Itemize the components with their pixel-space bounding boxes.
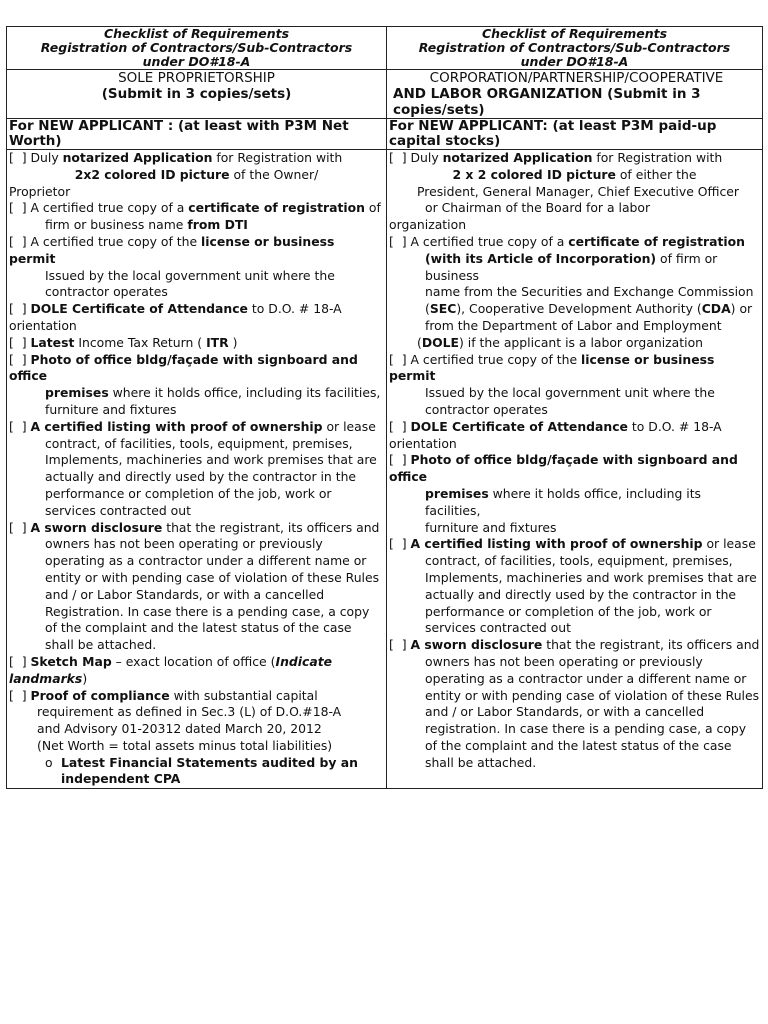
left-requirement-line: [ ] A sworn disclosure that the registrant, its officers and: [9, 519, 380, 535]
left-requirement-line: [ ] Proof of compliance with substantial capital: [9, 687, 318, 703]
left-requirements: [7, 150, 387, 789]
right-requirement-line: [ ] DOLE Certificate of Attendance to D.O. # 18-A orientation: [389, 418, 722, 451]
right-requirement-line: owners has not been operating or previously: [425, 653, 703, 669]
right-header-line: Checklist of Requirements: [481, 26, 668, 41]
right-requirement-line: furniture and fixtures: [425, 519, 557, 535]
right-requirement-line: premises where it holds office, including its facilities,: [425, 485, 702, 518]
right-requirement-list: [389, 150, 760, 771]
left-requirement-line: owners has not been operating or previously: [45, 536, 323, 552]
left-requirement-list: [9, 150, 384, 788]
right-requirement-line: Implements, machineries and work premises that are: [425, 569, 757, 585]
right-requirement-line: operating as a contractor under a different name or: [425, 670, 747, 686]
right-requirement-line: of the complaint and the latest status of the case: [425, 737, 732, 753]
right-requirement-line: services contracted out: [425, 620, 571, 636]
left-header-line: under DO#18-A: [142, 54, 251, 69]
right-header-line: under DO#18-A: [520, 54, 629, 69]
right-header: [387, 27, 763, 70]
right-requirement-line: name from the Securities and Exchange Commission: [425, 284, 754, 300]
right-requirement-line: or Chairman of the Board for a labor: [425, 200, 651, 216]
right-requirement-line: shall be attached.: [425, 754, 537, 770]
requirements-row: [7, 150, 763, 789]
left-requirement-line: contractor operates: [45, 284, 168, 300]
right-requirement-line: from the Department of Labor and Employment: [425, 317, 722, 333]
left-header-line: Registration of Contractors/Sub-Contractors: [40, 40, 353, 55]
left-requirement-line: services contracted out: [45, 502, 191, 518]
right-requirement-line: [ ] Photo of office bldg/façade with signboard and office: [389, 452, 738, 485]
right-entity-title: CORPORATION/PARTNERSHIP/COOPERATIVE: [429, 70, 724, 86]
right-requirement-line: entity or with pending case of violation of these Rules: [425, 687, 760, 703]
left-requirement-line: and Advisory 01-20312 dated March 20, 2012: [37, 721, 322, 737]
right-requirement-line: (SEC), Cooperative Development Authority (CDA) or: [425, 301, 753, 317]
left-requirement-line: Implements, machineries and work premises that are: [45, 452, 377, 468]
checklist-table: [6, 26, 763, 789]
left-requirement-line: 2x2 colored ID picture of the Owner/: [74, 166, 319, 182]
left-requirement-line: [ ] A certified listing with proof of ownership or lease: [9, 418, 376, 434]
right-requirement-line: [ ] A certified true copy of a certificate of registration: [389, 233, 745, 249]
left-requirement-line: Registration. In case there is a pending case, a copy: [45, 603, 370, 619]
left-requirement-line: [ ] Photo of office bldg/façade with signboard and office: [9, 351, 358, 384]
right-requirement-line: (DOLE) if the applicant is a labor organization: [417, 334, 704, 350]
left-requirement-line: contract, of facilities, tools, equipment, premises,: [45, 435, 353, 451]
right-header-line: Registration of Contractors/Sub-Contractors: [418, 40, 731, 55]
left-requirement-line: [ ] Latest Income Tax Return ( ITR ): [9, 334, 238, 350]
left-header: [7, 27, 387, 70]
left-requirement-line: furniture and fixtures: [45, 401, 177, 417]
left-requirement-line: (Net Worth = total assets minus total liabilities): [37, 737, 333, 753]
right-entity-type: [387, 70, 763, 119]
right-requirement-line: 2 x 2 colored ID picture of either the: [452, 166, 697, 182]
left-requirement-line: [ ] A certified true copy of the license or business permit: [9, 233, 335, 266]
right-requirement-line: registration. In case there is a pending case, a copy: [425, 721, 747, 737]
entity-type-row: [7, 70, 763, 119]
left-entity-title: SOLE PROPRIETORSHIP: [118, 70, 275, 86]
right-requirement-line: [ ] A sworn disclosure that the registrant, its officers and: [389, 637, 760, 653]
left-requirement-line: [ ] A certified true copy of a certificate of registration of: [9, 200, 381, 216]
right-requirement-line: and / or Labor Standards, or with a cancelled: [425, 704, 705, 720]
left-entity-note: (Submit in 3 copies/sets): [101, 86, 292, 102]
left-requirement-line: firm or business name from DTI: [45, 217, 248, 233]
right-requirement-line: contract, of facilities, tools, equipment, premises,: [425, 553, 733, 569]
left-requirement-line: Issued by the local government unit where the: [45, 267, 335, 283]
header-row: [7, 27, 763, 70]
left-entity-type: [7, 70, 387, 119]
left-requirement-line: o Latest Financial Statements audited by an independent CPA: [9, 755, 384, 789]
left-requirement-line: [ ] Duly notarized Application for Registration with: [9, 150, 343, 165]
left-requirement-line: requirement as defined in Sec.3 (L) of D.O.#18-A: [37, 704, 342, 720]
right-requirements: [387, 150, 763, 789]
left-requirement-line: entity or with pending case of violation of these Rules: [45, 569, 380, 585]
right-requirement-line: (with its Article of Incorporation) of firm or business: [425, 250, 718, 283]
right-requirement-line: [ ] Duly notarized Application for Registration with: [389, 150, 723, 165]
applicant-row: [7, 119, 763, 150]
right-requirement-line: President, General Manager, Chief Executive Officer: [417, 183, 740, 199]
left-requirement-line: Proprietor: [9, 183, 71, 199]
left-requirement-line: of the complaint and the latest status of the case: [45, 620, 352, 636]
left-requirement-line: shall be attached.: [45, 637, 157, 653]
right-requirement-line: [ ] A certified true copy of the license or business permit: [389, 351, 715, 384]
left-requirement-line: premises where it holds office, including its facilities,: [45, 385, 381, 401]
right-requirement-line: organization: [389, 217, 467, 233]
left-requirement-line: [ ] DOLE Certificate of Attendance to D.O. # 18-A orientation: [9, 301, 342, 333]
right-requirement-line: actually and directly used by the contractor in the: [425, 586, 737, 602]
right-entity-note: AND LABOR ORGANIZATION (Submit in 3 copies/sets): [393, 86, 701, 118]
left-requirement-line: performance or completion of the job, work or: [45, 485, 332, 501]
left-header-line: Checklist of Requirements: [103, 26, 290, 41]
right-applicant: For NEW APPLICANT: (at least P3M paid-up capital stocks): [387, 119, 763, 150]
left-applicant: For NEW APPLICANT : (at least with P3M Net Worth): [7, 119, 387, 150]
right-requirement-line: [ ] A certified listing with proof of ownership or lease: [389, 536, 756, 552]
right-requirement-line: performance or completion of the job, work or: [425, 603, 712, 619]
left-requirement-line: [ ] Sketch Map – exact location of office (Indicate landmarks): [9, 653, 333, 686]
right-requirement-line: Issued by the local government unit where the: [425, 385, 715, 401]
left-requirement-line: operating as a contractor under a different name or: [45, 553, 367, 569]
left-requirement-line: actually and directly used by the contractor in the: [45, 469, 357, 485]
right-requirement-line: contractor operates: [425, 401, 548, 417]
left-requirement-line: and / or Labor Standards, or with a cancelled: [45, 586, 325, 602]
